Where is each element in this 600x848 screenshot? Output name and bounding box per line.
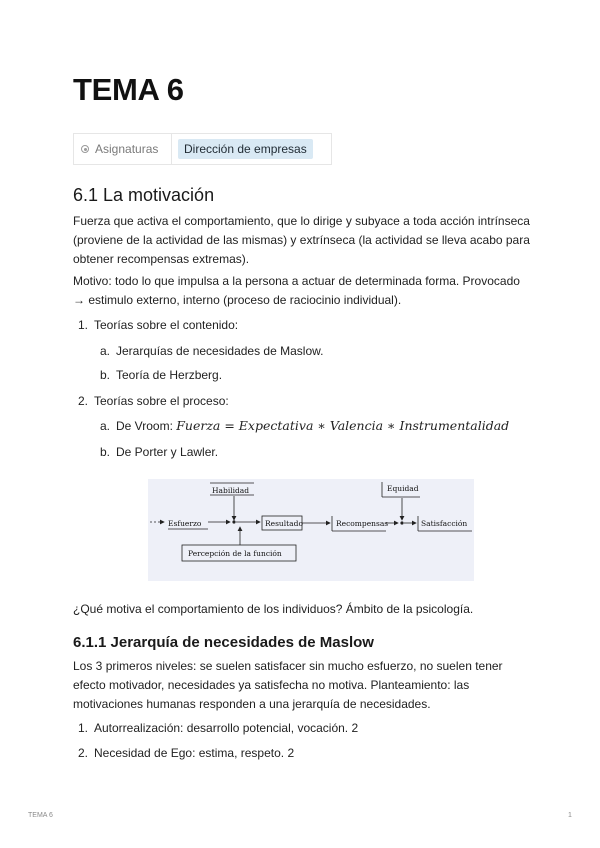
property-value <box>172 140 313 158</box>
property-key <box>74 134 172 164</box>
porter-lawler-diagram <box>148 479 474 581</box>
vroom-formula: Fuerza = Expectativa ∗ Valencia ∗ Instrumentalidad <box>176 418 510 433</box>
section-heading-maslow: 6.1.1 Jerarquía de necesidades de Maslow <box>73 634 374 651</box>
list-item <box>78 745 294 761</box>
list-number: 1. <box>78 318 89 332</box>
property-row <box>73 133 332 165</box>
paragraph-motivo: Motivo: todo lo que impulsa a la persona a actuar de determinada forma. Provocado → estimulo externo, interno (proceso de raciocinio individual). <box>73 274 520 307</box>
diagram-background <box>148 479 474 581</box>
list-item <box>78 317 238 333</box>
label-recompensas: Recompensas <box>336 519 389 528</box>
list-item <box>100 444 218 460</box>
list-number: b. <box>100 368 111 382</box>
footer-title: TEMA 6 <box>28 812 53 819</box>
label-satisfaccion: Satisfacción <box>421 519 468 528</box>
list-item <box>78 393 229 409</box>
list-number: b. <box>100 445 111 459</box>
label-habilidad: Habilidad <box>212 486 250 495</box>
list-text: Teoría de Herzberg. <box>116 368 223 382</box>
list-text: Necesidad de Ego: estima, respeto. 2 <box>94 746 295 760</box>
list-text: Jerarquías de necesidades de Maslow. <box>116 344 324 358</box>
page-title: TEMA 6 <box>73 72 184 107</box>
list-item <box>100 418 509 434</box>
list-text: Teorías sobre el proceso: <box>94 394 229 408</box>
property-label: Asignaturas <box>95 142 159 156</box>
paragraph-question: ¿Qué motiva el comportamiento de los individuos? Ámbito de la psicología. <box>73 602 474 616</box>
label-percepcion: Percepción de la función <box>188 549 282 558</box>
list-item <box>100 343 323 359</box>
list-item <box>78 720 358 736</box>
list-number: a. <box>100 419 111 433</box>
list-text: De Porter y Lawler. <box>116 445 219 459</box>
list-text: Teorías sobre el contenido: <box>94 318 239 332</box>
paragraph-maslow: Los 3 primeros niveles: se suelen satisfacer sin mucho esfuerzo, no suelen tener efecto motivador, necesidades ya satisfecha no motiva. Planteamiento: las motivaciones humanas responden a una jerarquía de necesidades. <box>73 659 503 711</box>
subject-tag[interactable]: Dirección de empresas <box>178 139 313 159</box>
list-number: 2. <box>78 394 89 408</box>
paragraph-definition: Fuerza que activa el comportamiento, que lo dirige y subyace a toda acción intrínseca (proviene de la actividad de las mismas) y extrínseca (la actividad se lleva acabo para obtener recompensas extremas). <box>73 214 530 266</box>
label-equidad: Equidad <box>387 484 419 493</box>
list-number: a. <box>100 344 111 358</box>
junction-node <box>400 521 403 524</box>
list-number: 1. <box>78 721 89 735</box>
footer-page-number: 1 <box>568 812 572 819</box>
label-resultado: Resultado <box>265 519 303 528</box>
list-text: Autorrealización: desarrollo potencial, vocación. 2 <box>94 721 359 735</box>
label-esfuerzo: Esfuerzo <box>168 519 202 528</box>
junction-node <box>232 520 235 523</box>
list-text: De Vroom: <box>116 419 177 433</box>
list-item <box>100 367 222 383</box>
property-icon <box>81 145 89 153</box>
section-heading-motivacion: 6.1 La motivación <box>73 185 215 205</box>
list-number: 2. <box>78 746 89 760</box>
